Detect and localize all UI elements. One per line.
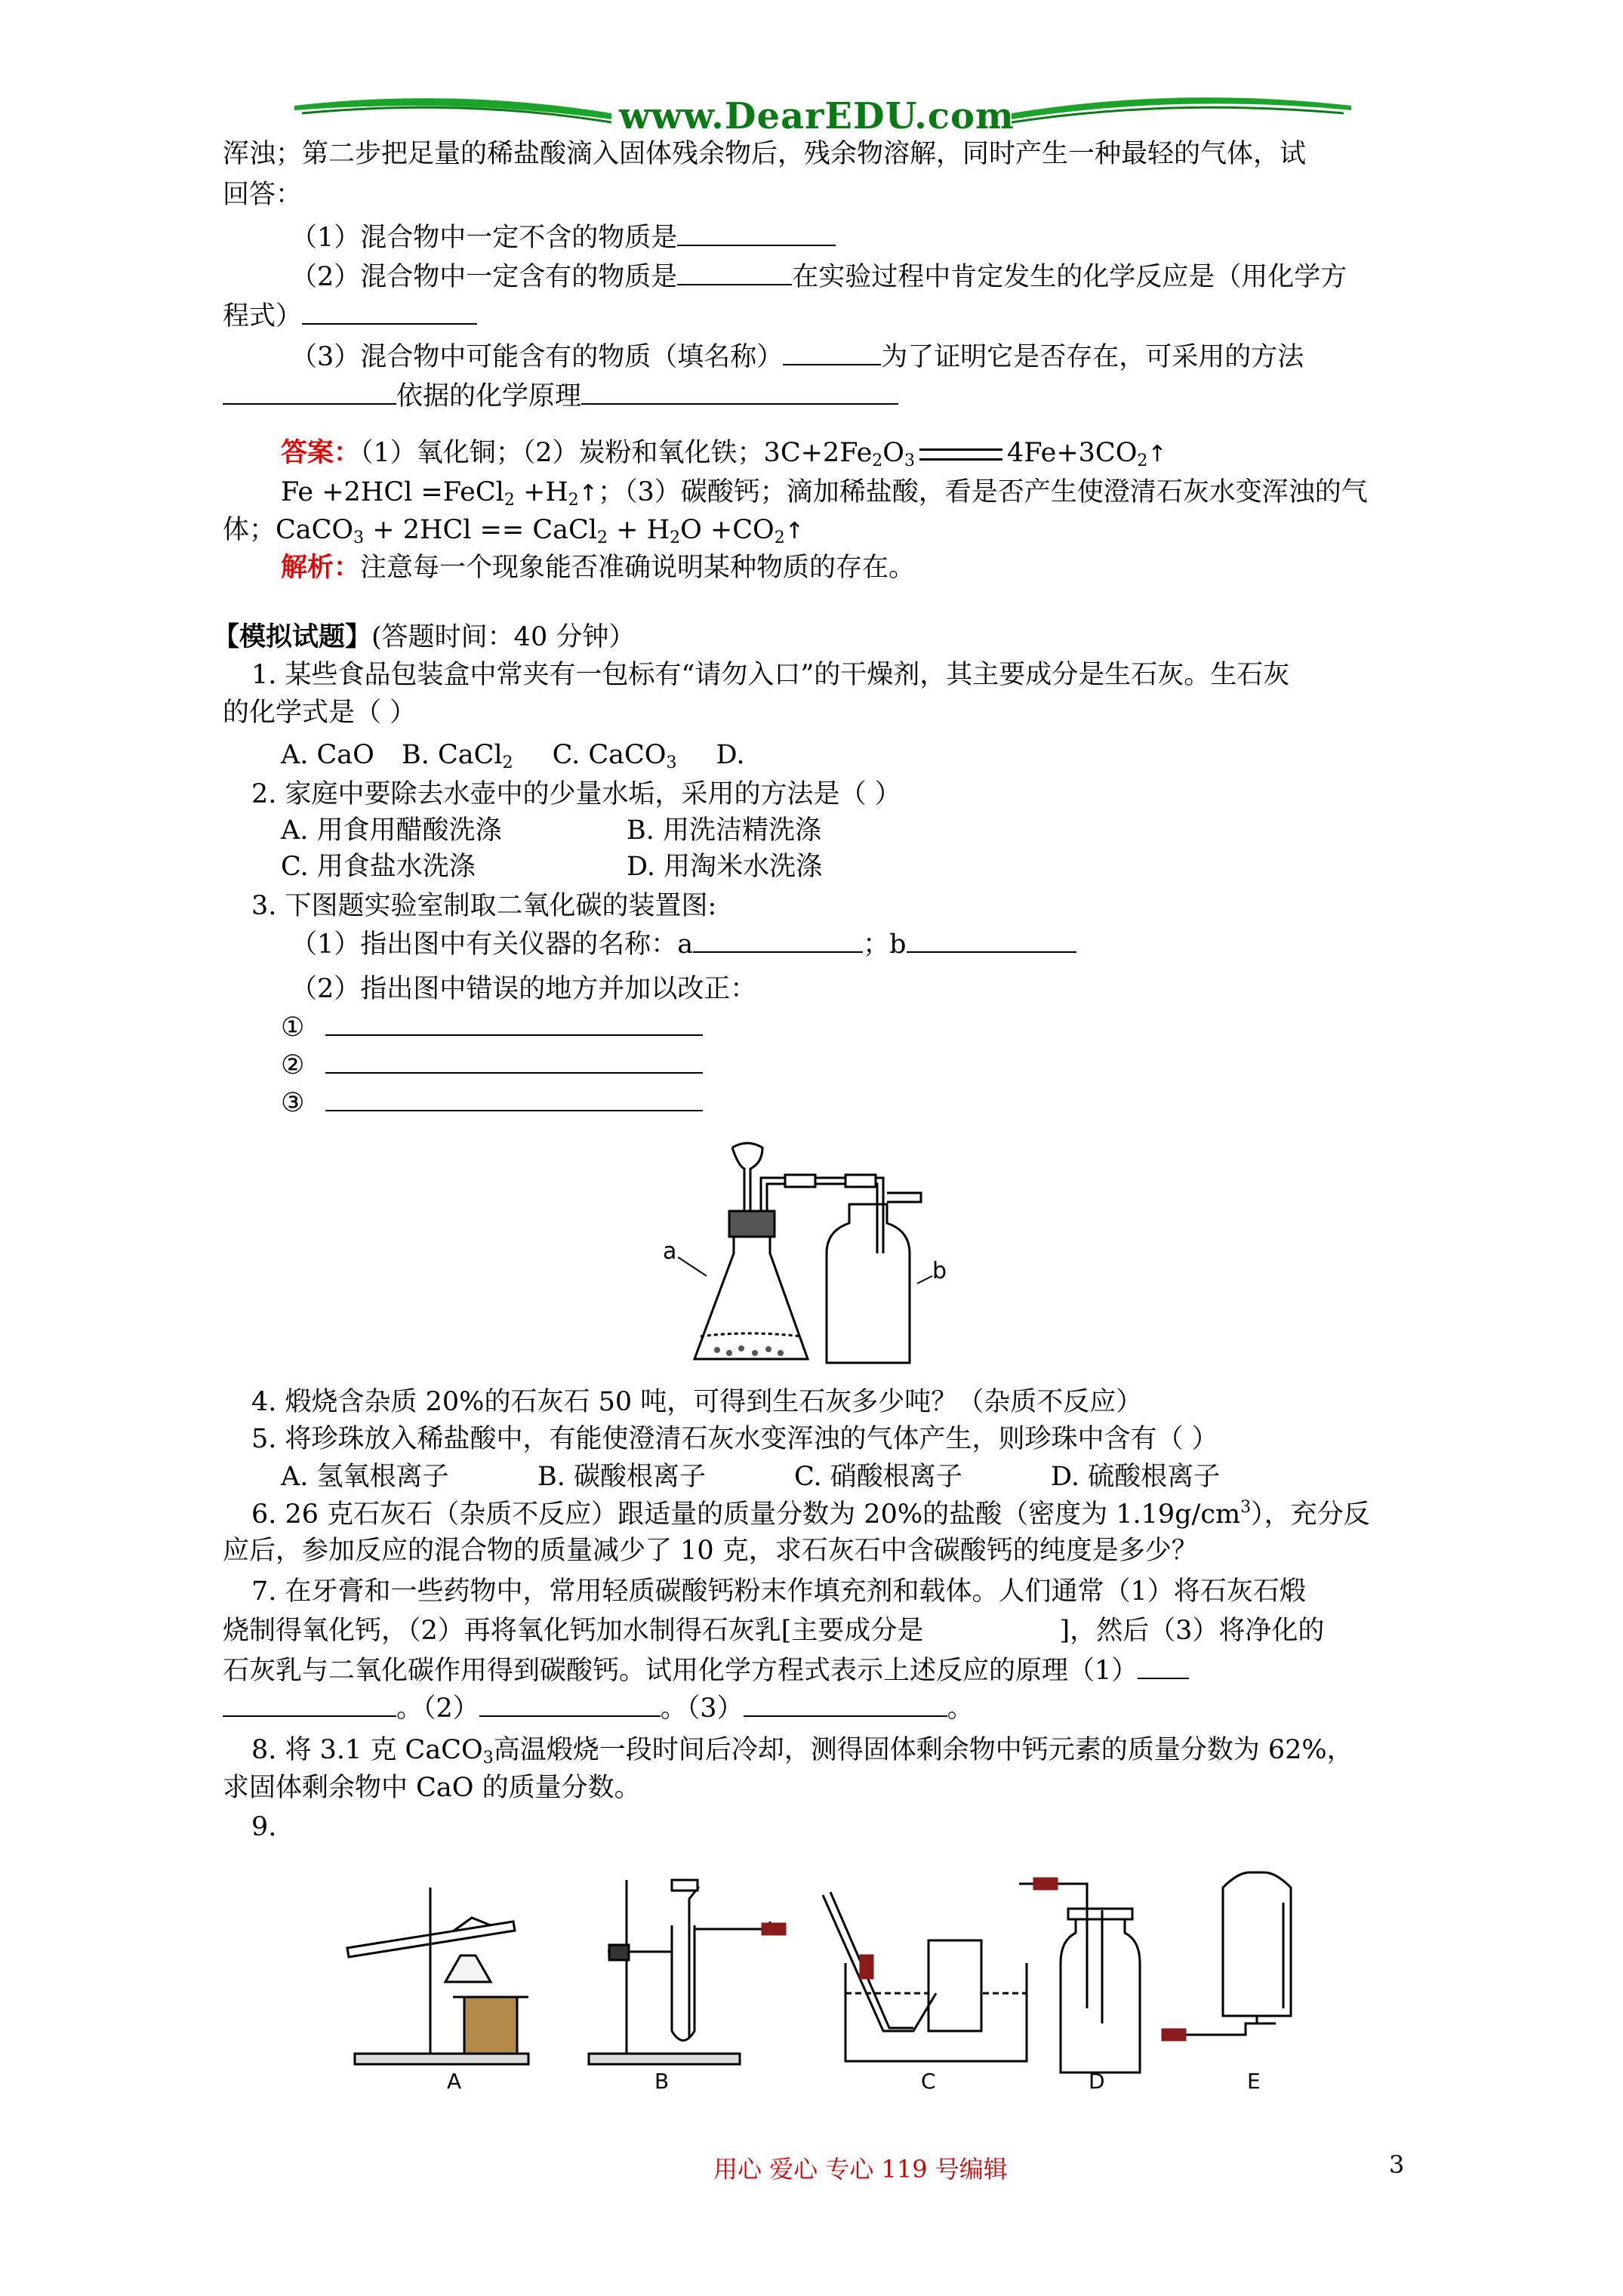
answer-text-3a: 体；CaCO [223,515,354,545]
answer-label: 答案： [281,437,361,468]
answer-blank [677,220,836,246]
answer-blank [677,260,792,285]
intro-q1-text: （1）混合物中一定不含的物质是 [291,223,678,253]
answer-blank [479,1691,661,1717]
co2-apparatus-drawing [657,1133,951,1382]
answer-blank [223,379,396,405]
site-header-banner [287,91,1359,143]
answer-blank [581,379,898,405]
figure-label-a: a [663,1238,677,1265]
apparatus-label-e: E [1247,2069,1261,2094]
intro-q3-text-c: 依据的化学原理 [396,381,582,411]
answer-line-1: 答案：（1）氧化铜；（2）炭粉和氧化铁；$3C+2Fe_2O_3$ $4Fe+3CO_2↑$ [281,437,1167,470]
intro-q3-text-b: 为了证明它是否存在，可采用的方法 [881,342,1304,372]
q8-line-a: 8. 将 3.1 克 CaCO$_3$高温煅烧一段时间后冷却，测得固体剩余物中钙元素的质量分数为 62%， [251,1735,1354,1767]
answer-blank [1138,1653,1189,1679]
equation-equals-sign [919,448,1002,461]
q7-line-d [223,1691,974,1725]
q3-answer-line-3 [281,1086,703,1120]
q1-option-c: C. CaCO [552,740,667,770]
q8-line-b: 求固体剩余物中 CaO 的质量分数。 [223,1773,641,1803]
q3-answer-line-2 [281,1048,703,1082]
gas-apparatus-drawing [340,1842,1359,2099]
q5-options [281,1460,1220,1493]
intro-q3 [291,340,1304,374]
q3-answer-line-1 [281,1010,703,1044]
q6-line-b: 应后，参加反应的混合物的质量减少了 10 克，求石灰石中含碳酸钙的纯度是多少？ [223,1536,1198,1566]
analysis-label: 解析： [281,552,361,583]
gas-arrow-icon: ↑ [578,480,598,507]
answer-text-3b: + 2HCl == CaCl [364,515,597,545]
answer-text-3c: + H [608,515,670,545]
q5-option-c: C. 硝酸根离子 [794,1462,962,1492]
q4-line: 4. 煅烧含杂质 20%的石灰石 50 吨，可得到生石灰多少吨？（杂质不反应） [251,1387,1143,1417]
intro-line-2: 回答： [223,180,303,210]
answer-text-2a: Fe +2HCl =FeCl [281,477,504,507]
q6-text-a: 6. 26 克石灰石（杂质不反应）跟适量的质量分数为 20%的盐酸（密度为 1.19g/cm [251,1499,1241,1530]
answer-text-2b: +H [514,477,568,507]
q5-option-a: A. 氢氧根离子 [281,1462,449,1492]
intro-q2 [291,260,1347,294]
q2-option-a: A. 用食用醋酸洗涤 [281,815,502,846]
answer-line-2: Fe +2HCl =FeCl$_2$ $+H_2↑$；（3）碳酸钙；滴加稀盐酸，看是否产生使澄清石灰水变浑浊的气 [281,477,1368,510]
apparatus-label-b: B [654,2069,670,2094]
q2-option-d: D. 用淘米水洗涤 [627,852,823,882]
answer-blank [325,1048,703,1074]
intro-line-1: 浑浊；第二步把足量的稀盐酸滴入固体残余物后，残余物溶解，同时产生一种最轻的气体，试 [223,139,1307,169]
q2-line: 2. 家庭中要除去水壶中的少量水垢，采用的方法是（ ） [251,779,901,809]
gas-arrow-icon: ↑ [1147,441,1167,467]
q2-option-c: C. 用食盐水洗涤 [281,852,476,882]
q3-line: 3. 下图题实验室制取二氧化碳的装置图: [251,891,717,921]
answer-blank [907,927,1076,953]
mock-title: 【模拟试题】 [213,621,372,652]
q9-line: 9. [251,1812,277,1842]
figure-label-b: b [932,1258,947,1284]
q7-text-d3: 。 [947,1693,974,1724]
intro-q3-cont [223,379,898,413]
site-logo-text[interactable]: www.DearEDU.com [619,95,1015,137]
circled-number: ② [281,1050,305,1080]
answer-text-1: （1）氧化铜；（2）炭粉和氧化铁；3C+2Fe [360,438,873,468]
intro-q2-text-c: 程式） [223,301,303,331]
answer-blank [223,1691,396,1717]
circled-number: ① [281,1012,305,1043]
page-footer [0,2150,1623,2188]
analysis-line [281,551,915,584]
gas-apparatus-figure [340,1842,1359,2099]
q1-option-b: B. CaCl [402,740,503,770]
footer-text: 用心 爱心 专心 119 号编辑 [713,2155,1008,2184]
answer-text-3d: O +CO [680,515,775,545]
answer-blank [744,1691,947,1717]
q7-line-a: 7. 在牙膏和一些药物中，常用轻质碳酸钙粉末作填充剂和载体。人们通常（1）将石灰石煅 [251,1576,1306,1607]
q7-text-b2: ]，然后（3）将净化的 [1059,1616,1325,1646]
gas-arrow-icon: ↑ [784,518,804,544]
intro-q2-text-b: 在实验过程中肯定发生的化学反应是（用化学方 [792,262,1347,292]
q7-text-d2: 。（3） [660,1693,744,1724]
apparatus-label-a: A [447,2069,462,2094]
q5-option-b: B. 碳酸根离子 [537,1462,706,1492]
mock-time: (答题时间：40 分钟） [371,622,636,652]
apparatus-label-d: D [1089,2069,1105,2094]
answer-line-3: 体；CaCO$_3$ + 2HCl == CaCl$_2$ + $H_2O$ $+CO_2↑$ [223,515,804,547]
q5-line: 5. 将珍珠放入稀盐酸中，有能使澄清石灰水变浑浊的气体产生，则珍珠中含有（ ） [251,1424,1218,1454]
intro-q2-text-a: （2）混合物中一定含有的物质是 [291,262,678,292]
answer-blank [325,1086,703,1111]
q1-option-a: A. CaO [281,740,374,770]
co2-apparatus-figure [657,1133,951,1382]
intro-q2-cont [223,299,477,333]
circled-number: ③ [281,1088,305,1118]
answer-blank [783,340,881,365]
q2-options-row2 [281,850,822,883]
q7-text-b1: 烧制得氧化钙，（2）再将氧化钙加水制得石灰乳[主要成分是 [223,1616,924,1646]
q8-text-a2: 高温煅烧一段时间后冷却，测得固体剩余物中钙元素的质量分数为 62%， [493,1735,1354,1765]
intro-q3-text-a: （3）混合物中可能含有的物质（填名称） [291,342,784,372]
mock-test-heading [213,621,635,654]
answer-blank [302,299,477,325]
q7-text-d1: 。（2） [396,1693,479,1724]
q6-text-a-end: ），充分反 [1251,1499,1370,1530]
q6-line-a: 6. 26 克石灰石（杂质不反应）跟适量的质量分数为 20%的盐酸（密度为 $1.19g/cm^3$），充分反 [251,1498,1370,1530]
q1-options: A. CaO B. CaCl$_2$ C. CaCO$_3$ D. [281,740,745,772]
intro-q1 [291,220,836,254]
q7-line-b [223,1614,1324,1647]
q3-sub2: （2）指出图中错误的地方并加以改正： [291,974,757,1004]
answer-blank [325,1010,703,1036]
q8-text-a1: 8. 将 3.1 克 CaCO [251,1735,483,1765]
analysis-text: 注意每一个现象能否准确说明某种物质的存在。 [360,553,916,583]
q3-sub1-text-b: ；b [863,929,907,960]
page-number: 3 [1389,2150,1405,2179]
answer-blank [693,927,863,953]
q3-sub1-text-a: （1）指出图中有关仪器的名称：a [291,929,694,960]
q5-option-d: D. 硫酸根离子 [1051,1462,1221,1492]
q1-line-b: 的化学式是（ ） [223,698,417,728]
q1-option-d: D. [716,740,745,770]
answer-text-2c: ；（3）碳酸钙；滴加稀盐酸，看是否产生使澄清石灰水变浑浊的气 [597,477,1368,507]
q3-sub1 [291,927,1076,961]
q1-line-a: 1. 某些食品包装盒中常夹有一包标有“请勿入口”的干燥剂，其主要成分是生石灰。生石灰 [251,660,1290,690]
apparatus-label-c: C [921,2069,936,2094]
q2-options-row1 [281,814,821,847]
q2-option-b: B. 用洗洁精洗涤 [627,815,821,846]
q7-text-c: 石灰乳与二氧化碳作用得到碳酸钙。试用化学方程式表示上述反应的原理（1） [223,1656,1138,1686]
q7-line-c [223,1653,1189,1687]
answer-eq-right: 4Fe+3CO [1006,438,1138,468]
